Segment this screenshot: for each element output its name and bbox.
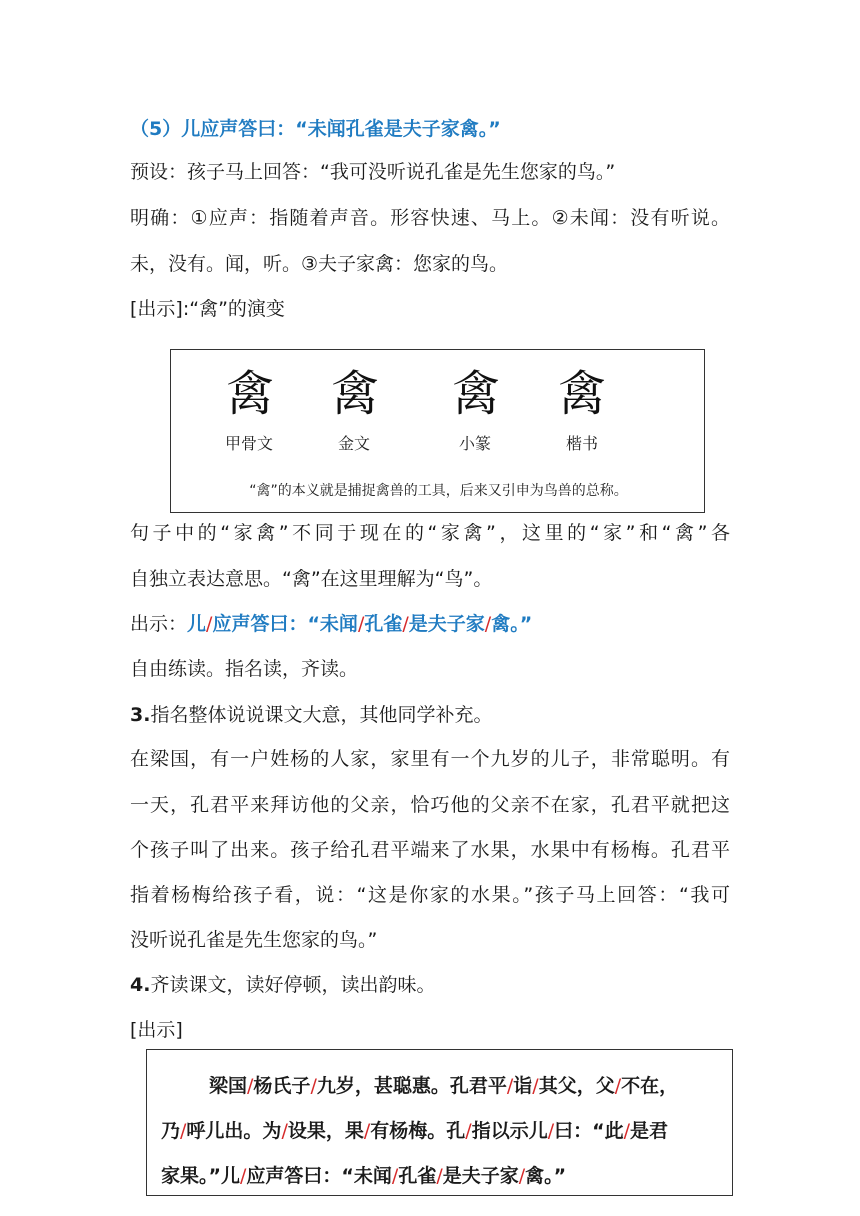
pause-mark: / bbox=[614, 1075, 622, 1097]
quote-segment: 家果。”儿 bbox=[161, 1165, 240, 1187]
quote-segment: 设果，果 bbox=[287, 1120, 364, 1142]
figure-caption: “禽”的本义就是捕捉禽兽的工具，后来又引申为鸟兽的总称。 bbox=[249, 483, 628, 499]
practice-instruction: 自由练读。指名读，齐读。 bbox=[130, 658, 359, 680]
step-3 bbox=[130, 702, 492, 728]
pause-mark: / bbox=[180, 1120, 187, 1142]
pause-mark: / bbox=[506, 1075, 514, 1097]
step-3-number: 3. bbox=[130, 704, 151, 726]
oracle-bone-label: 甲骨文 bbox=[224, 434, 273, 453]
step-4 bbox=[130, 972, 435, 998]
quote-segment: 呼儿出。为 bbox=[186, 1120, 282, 1142]
quote-segment: 应声答曰：“未闻 bbox=[246, 1165, 392, 1187]
quote-line-2 bbox=[161, 1109, 718, 1154]
summary-line-1: 在梁国，有一户姓杨的人家，家里有一个九岁的儿子，非常聪明。有 bbox=[130, 748, 730, 770]
small-seal-label: 小篆 bbox=[458, 434, 491, 453]
pause-mark: / bbox=[281, 1120, 288, 1142]
step-4-text: 齐读课文，读好停顿，读出韵味。 bbox=[150, 974, 436, 996]
quote-segment: 孔雀 bbox=[398, 1165, 437, 1187]
clarify-line-1: 明确：①应声：指随着声音。形容快速、马上。②未闻：没有听说。 bbox=[130, 207, 730, 229]
quote-line-3 bbox=[161, 1154, 718, 1199]
summary-line-2: 一天，孔君平来拜访他的父亲，恰巧他的父亲不在家，孔君平就把这 bbox=[130, 794, 730, 816]
pause-mark: / bbox=[206, 613, 213, 635]
clarify-line-2: 未，没有。闻，听。③夫子家禽：您家的鸟。 bbox=[130, 253, 509, 275]
summary-line-3: 个孩子叫了出来。孩子给孔君平端来了水果，水果中有杨梅。孔君平 bbox=[130, 839, 730, 861]
classical-text-box bbox=[146, 1049, 733, 1196]
summary-line-5: 没听说孔雀是先生您家的鸟。” bbox=[130, 929, 378, 951]
step-3-text: 指名整体说说课文大意，其他同学补充。 bbox=[150, 704, 493, 726]
bronze-script-glyph-icon: 禽 bbox=[330, 366, 377, 422]
bronze-label: 金文 bbox=[337, 434, 370, 453]
section-5-heading: （5）儿应声答曰：“未闻孔雀是夫子家禽。” bbox=[130, 118, 501, 140]
quote-segment: 杨氏子 bbox=[253, 1075, 311, 1097]
show-sentence-prefix: 出示： bbox=[130, 613, 188, 635]
regular-script-label: 楷书 bbox=[565, 434, 598, 453]
small-seal-script-glyph-icon: 禽 bbox=[451, 366, 498, 422]
sentence-segment: 是夫子家 bbox=[408, 613, 485, 635]
pause-mark: / bbox=[465, 1120, 472, 1142]
quote-segment: 诣 bbox=[513, 1075, 533, 1097]
quote-line-1 bbox=[161, 1064, 718, 1109]
pause-mark: / bbox=[391, 1165, 399, 1187]
quote-segment: 其父，父 bbox=[538, 1075, 615, 1097]
quote-segment: 曰：“此 bbox=[554, 1120, 624, 1142]
pause-mark: / bbox=[310, 1075, 317, 1097]
regular-script-glyph-icon: 禽 bbox=[557, 366, 606, 422]
quote-segment: 九岁，甚聪惠。孔君平 bbox=[316, 1075, 507, 1097]
sentence-segment: 禽。” bbox=[491, 613, 533, 635]
pause-mark: / bbox=[240, 1165, 247, 1187]
oracle-bone-script-glyph-icon: 禽 bbox=[225, 366, 272, 422]
character-evolution-figure bbox=[170, 349, 705, 513]
quote-segment: 是君 bbox=[630, 1120, 669, 1142]
quote-segment: 有杨梅。孔 bbox=[370, 1120, 466, 1142]
pause-mark: / bbox=[547, 1120, 555, 1142]
quote-segment: 乃 bbox=[161, 1120, 181, 1142]
show-evolution-label: [出示]:“禽”的演变 bbox=[130, 298, 285, 320]
pause-mark: / bbox=[402, 613, 409, 635]
sentence-segment: 儿 bbox=[187, 613, 207, 635]
sentence-segment: 应声答曰：“未闻 bbox=[212, 613, 358, 635]
pause-mark: / bbox=[532, 1075, 539, 1097]
pause-mark: / bbox=[518, 1165, 526, 1187]
pause-mark: / bbox=[623, 1120, 631, 1142]
pause-mark: / bbox=[357, 613, 365, 635]
summary-line-4: 指着杨梅给孩子看，说：“这是你家的水果。”孩子马上回答：“我可 bbox=[130, 884, 730, 906]
preset-answer: 预设：孩子马上回答：“我可没听说孔雀是先生您家的鸟。” bbox=[130, 161, 616, 183]
pause-mark: / bbox=[484, 613, 492, 635]
step-4-show-label: [出示] bbox=[130, 1019, 183, 1041]
sentence-segment: 孔雀 bbox=[364, 613, 403, 635]
quote-segment: 梁国 bbox=[209, 1075, 248, 1097]
quote-segment: 不在， bbox=[621, 1075, 679, 1097]
explanation-line-1: 句子中的“家禽”不同于现在的“家禽”，这里的“家”和“禽”各 bbox=[130, 522, 730, 544]
pause-mark: / bbox=[363, 1120, 371, 1142]
quote-segment: 禽。” bbox=[525, 1165, 567, 1187]
step-4-number: 4. bbox=[130, 974, 151, 996]
pause-mark: / bbox=[436, 1165, 443, 1187]
quote-segment: 是夫子家 bbox=[442, 1165, 519, 1187]
show-sentence bbox=[130, 611, 532, 637]
explanation-line-2: 自独立表达意思。“禽”在这里理解为“鸟”。 bbox=[130, 568, 493, 590]
quote-segment: 指以示儿 bbox=[471, 1120, 548, 1142]
pause-mark: / bbox=[247, 1075, 254, 1097]
